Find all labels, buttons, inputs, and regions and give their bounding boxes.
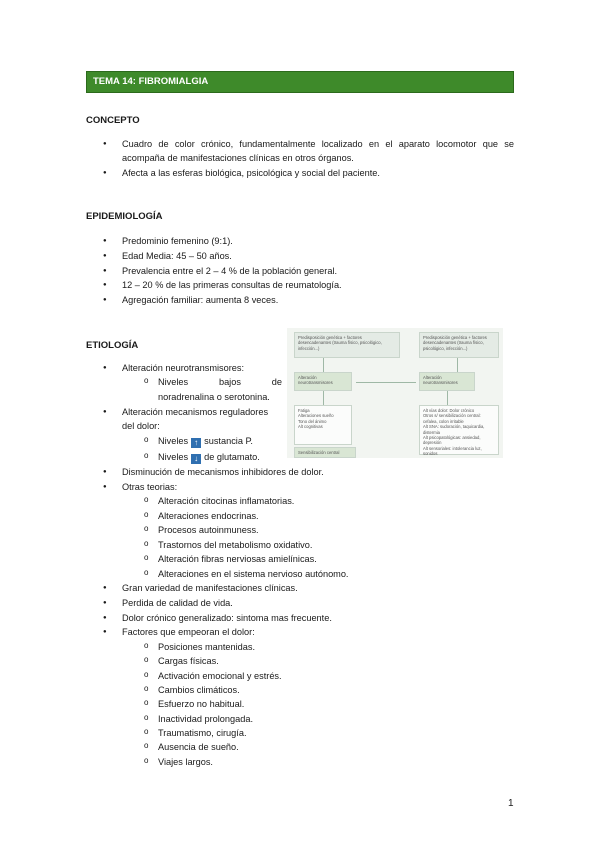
sub-list-item: o Cambios climáticos. [158,683,240,698]
diagram-list-item: Otros s/ sensibilización central: cefalea, colon irritable [423,413,481,424]
diagram-connector [447,391,448,405]
title-banner [86,71,514,93]
diagram-list-item: Alt cognitivas [298,424,323,430]
sub-list-item: o Inactividad prolongada. [158,712,253,727]
list-item: ● Prevalencia entre el 2 – 4 % de la población general. [122,264,337,279]
list-item: ● Disminución de mecanismos inhibidores de dolor. [122,465,324,480]
diagram-list-item: Alt SNA: sudoración, taquicardia, distermia [423,424,485,435]
diagram-list-item: Alt psicopatológicas: ansiedad, depresión [423,435,481,446]
sub-list-item: o Alteraciones en el sistema nervioso autónomo. [158,567,349,582]
list-item: ● Otras teorias: [122,480,177,495]
sub-list-item [158,375,282,390]
sub-list-item: o Activación emocional y estrés. [158,669,282,684]
diagram-box-neuro-left: Alteración neurotransmisores [294,372,352,391]
sub-list-item: o Esfuerzo no habitual. [158,697,244,712]
etiology-diagram [287,328,503,458]
diagram-box-symptoms-left [294,405,352,445]
diagram-box-sensitization: Sensibilización central [294,447,356,458]
sub-list-item-continuation: noradrenalina o serotonina. [158,392,270,402]
diagram-list-item: Alt sensoriales: intolerancia luz, sonidos [423,445,482,457]
sub-list-item: o Ausencia de sueño. [158,740,239,755]
sub-list-item: o Posiciones mantenidas. [158,640,255,655]
diagram-list-item: Fatiga [298,408,310,413]
down-arrow-icon: ↓ [191,454,201,464]
sub-list-item: o Traumatismo, cirugía. [158,726,247,741]
diagram-box-predisposition-right: Predisposición genética + factores desencadenantes (trauma físico, psicológico, infección...) [419,332,499,358]
diagram-arrow [356,382,416,383]
list-item: ● Agregación familiar: aumenta 8 veces. [122,293,278,308]
sub-list-item: o Cargas físicas. [158,654,219,669]
list-item: ● Predominio femenino (9:1). [122,234,233,249]
list-item: ● Perdida de calidad de vida. [122,596,233,611]
sub-list-item: o Trastornos del metabolismo oxidativo. [158,538,312,553]
list-item: ● Edad Media: 45 – 50 años. [122,249,232,264]
sub-list-item: o Alteración fibras nerviosas amielínicas. [158,552,317,567]
sub-list-item-text: Niveles bajos de [158,377,282,387]
up-arrow-icon: ↑ [191,438,201,448]
sub-list-item-text: Niveles [158,452,189,462]
sub-list-item-text: sustancia P. [204,436,253,446]
diagram-list-item: Alt vías dolor: Dolor crónico [423,408,475,413]
page-number: 1 [508,798,514,809]
list-item: ● Dolor crónico generalizado: sintoma mas frecuente. [122,611,332,626]
heading-concepto: CONCEPTO [86,115,140,126]
sub-list-item: o Viajes largos. [158,755,213,770]
sub-list-item: o Alteraciones endocrinas. [158,509,259,524]
diagram-connector [323,358,324,372]
heading-etiologia: ETIOLOGÍA [86,340,139,351]
diagram-connector [323,391,324,405]
list-item: ● Alteración neurotransmisores: [122,361,244,376]
sub-list-item-text: Niveles [158,436,189,446]
list-item-continuation: del dolor: [122,421,160,431]
list-item: ● 12 – 20 % de las primeras consultas de reumatología. [122,278,342,293]
diagram-box-symptoms-right [419,405,499,455]
diagram-list-item: Alteraciones sueño [298,413,334,419]
sub-list-item: o Procesos autoinmuness. [158,523,259,538]
diagram-list-item: Tono del ánimo [298,418,327,424]
list-item: ● Afecta a las esferas biológica, psicológica y social del paciente. [122,166,380,181]
sub-list-item-text: de glutamato. [204,452,260,462]
list-item [122,137,514,152]
list-item: ● Gran variedad de manifestaciones clínicas. [122,581,298,596]
list-item: ● Alteración mecanismos reguladores [122,405,268,420]
heading-epidemiologia: EPIDEMIOLOGÍA [86,211,163,222]
sub-list-item [158,450,260,465]
list-item-continuation: acompaña de manifestaciones clínicas en otros órganos. [122,153,354,163]
list-item: ● Factores que empeoran el dolor: [122,625,255,640]
diagram-box-neuro-right: Alteración neurotransmisores [419,372,475,391]
sub-list-item [158,434,253,449]
list-item-text: Cuadro de color crónico, fundamentalmente localizado en el aparato locomotor que se [122,139,514,149]
diagram-connector [457,358,458,372]
sub-list-item: o Alteración citocinas inflamatorias. [158,494,294,509]
page-title: TEMA 14: FIBROMIALGIA [93,76,209,87]
diagram-box-predisposition-left: Predisposición genética + factores desencadenantes (trauma físico, psicológico, infección...) [294,332,400,358]
